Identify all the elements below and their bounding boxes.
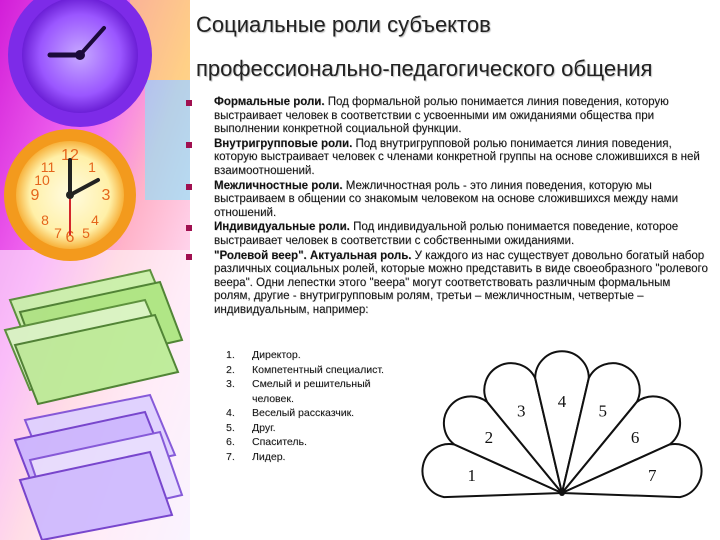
list-item bbox=[180, 221, 710, 248]
orange-clock-icon bbox=[4, 129, 136, 261]
decorative-side-image bbox=[0, 0, 190, 540]
definition-text: Под индивидуальной ролью понимается поведение, которое выстраивает человек в соответствии с собственными ожиданиями. bbox=[214, 221, 679, 247]
svg-text:10: 10 bbox=[34, 172, 50, 188]
term-interpersonal-roles: Межличностные роли. bbox=[214, 179, 343, 192]
fan-petal-label: 3 bbox=[516, 401, 526, 421]
purple-books-icon bbox=[15, 395, 182, 540]
svg-text:3: 3 bbox=[101, 187, 111, 204]
role-label: Веселый рассказчик. bbox=[252, 407, 355, 419]
square-bullet-icon bbox=[186, 184, 192, 190]
svg-text:6: 6 bbox=[65, 229, 75, 246]
role-fan-diagram bbox=[420, 345, 710, 535]
role-label: Директор. bbox=[252, 349, 301, 361]
svg-text:12: 12 bbox=[61, 147, 79, 164]
list-item bbox=[180, 96, 710, 137]
fan-petal-label: 2 bbox=[484, 428, 494, 448]
definition-text: У каждого из нас существует довольно богатый набор различных социальных ролей, которые можно представить в виде своеобразного "ролевого веера". Одни лепестки этого "веера" могут соответствовать различным формальным ролям, другие - внутригрупповым ролям, третьи – межличностным, четвертые – индивидуальным, например: bbox=[214, 249, 708, 316]
definition-text: Под внутригрупповой ролью понимается линия поведения, которую выстраивает человек с членами конкретной группы на основе сложившихся в ней взаимоотношений. bbox=[214, 137, 700, 177]
fan-petal-label: 1 bbox=[467, 466, 476, 486]
list-item bbox=[180, 138, 710, 179]
definition-text: Под формальной ролью понимается линия поведения, которую выстраивает человек в соответствии с усвоенными им ожиданиями общества при выполнении конкретной социальной функции. bbox=[214, 96, 669, 136]
list-item bbox=[222, 450, 402, 465]
list-number: 7. bbox=[226, 450, 235, 463]
list-item bbox=[222, 406, 402, 421]
term-ingroup-roles: Внутригрупповые роли. bbox=[214, 137, 353, 150]
svg-text:1: 1 bbox=[88, 159, 96, 175]
list-number: 4. bbox=[226, 407, 235, 419]
list-number: 3. bbox=[226, 378, 235, 390]
svg-text:11: 11 bbox=[40, 159, 56, 175]
fan-petal-label: 7 bbox=[648, 466, 657, 486]
page-title-line-1: Социальные роли субъектов bbox=[196, 12, 491, 37]
list-number: 1. bbox=[226, 349, 235, 361]
fan-pivot bbox=[559, 490, 565, 496]
roles-definitions-list bbox=[180, 96, 710, 319]
svg-text:8: 8 bbox=[41, 212, 49, 228]
list-item bbox=[222, 421, 402, 436]
definition-text: Межличностная роль - это линия поведения, которую мы выстраиваем в общении со знакомым человеком на основе сложившихся между нами отношений. bbox=[214, 179, 679, 219]
page-title-line-2: профессионально-педагогического общения bbox=[196, 56, 653, 81]
role-label: Смелый и решительный человек. bbox=[252, 378, 371, 405]
list-number: 6. bbox=[226, 436, 235, 448]
term-role-fan: "Ролевой веер". Актуальная роль. bbox=[214, 249, 412, 262]
role-label: Друг. bbox=[252, 421, 276, 434]
clocks-and-books-illustration bbox=[0, 0, 190, 540]
fan-petal-label: 4 bbox=[557, 392, 567, 411]
svg-text:9: 9 bbox=[30, 187, 40, 204]
list-item bbox=[222, 435, 402, 450]
role-label: Лидер. bbox=[252, 450, 286, 463]
square-bullet-icon bbox=[186, 142, 192, 148]
square-bullet-icon bbox=[186, 225, 192, 231]
square-bullet-icon bbox=[186, 254, 192, 260]
term-formal-roles: Формальные роли. bbox=[214, 96, 325, 108]
list-item bbox=[222, 363, 402, 378]
svg-text:4: 4 bbox=[91, 212, 99, 228]
list-item bbox=[180, 250, 710, 318]
square-bullet-icon bbox=[186, 100, 192, 106]
list-number: 5. bbox=[226, 421, 235, 434]
term-individual-roles: Индивидуальные роли. bbox=[214, 221, 350, 234]
list-item bbox=[222, 377, 402, 406]
fan-petal-label: 6 bbox=[630, 428, 640, 448]
role-label: Спаситель. bbox=[252, 436, 307, 448]
svg-text:5: 5 bbox=[82, 225, 90, 241]
fan-petal-label: 5 bbox=[598, 401, 608, 421]
list-number: 2. bbox=[226, 363, 235, 376]
role-examples-list bbox=[222, 348, 402, 464]
fan-petals bbox=[422, 351, 701, 497]
list-item bbox=[180, 180, 710, 221]
role-label: Компетентный специалист. bbox=[252, 363, 384, 376]
svg-text:7: 7 bbox=[54, 225, 62, 241]
list-item bbox=[222, 348, 402, 363]
